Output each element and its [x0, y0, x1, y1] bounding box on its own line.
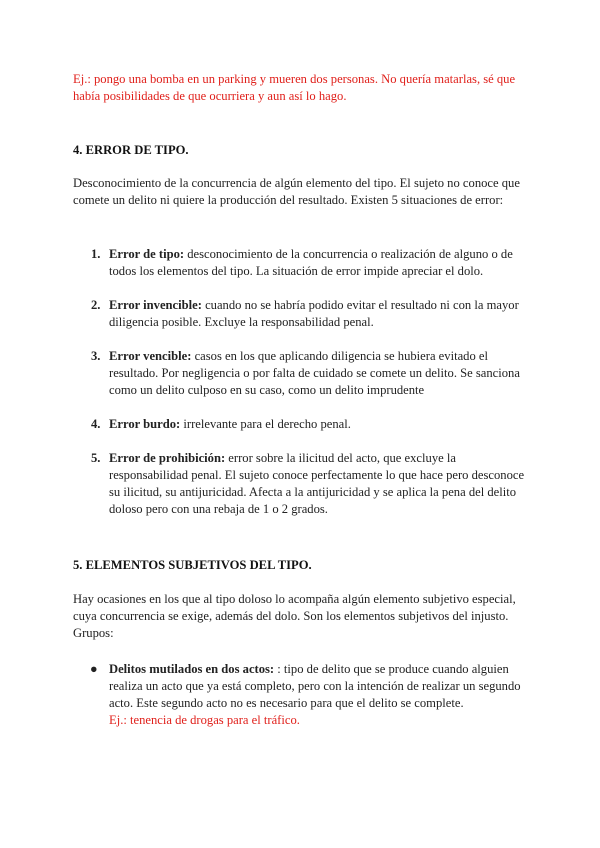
bullet-icon: ●	[90, 662, 98, 676]
list-text: error sobre la ilicitud del acto, que excluye la responsabilidad penal. El sujeto conoce perfectamente lo que hace pero desconoce su ilicitud, su antijuricidad. Afecta a la antijuricidad y se aplica la pena del delito doloso pero con una rebaja de 1 o 2 grados.	[109, 451, 525, 516]
list-text: irrelevante para el derecho penal.	[180, 417, 351, 431]
list-term: Delitos mutilados en dos actos:	[109, 662, 275, 676]
error-types-list	[73, 246, 525, 535]
list-text: casos en los que aplicando diligencia se hubiera evitado el resultado. Por negligencia o por falta de cuidado se comete un delito. Se sanciona como un delito culposo en su caso, como un delito imprudente	[109, 349, 520, 397]
list-term: Error burdo:	[109, 417, 181, 431]
list-text: desconocimiento de la concurrencia o realización de alguno o de todos los elementos del tipo. La situación de error impide apreciar el dolo.	[109, 247, 513, 278]
list-item	[73, 450, 525, 518]
list-item	[73, 416, 525, 433]
list-item	[73, 297, 525, 331]
list-number: 2.	[91, 298, 101, 312]
subjective-elements-list	[73, 661, 535, 729]
list-item	[73, 348, 525, 399]
list-item	[73, 661, 535, 729]
list-text: cuando no se habría podido evitar el resultado ni con la mayor diligencia posible. Excluye la responsabilidad penal.	[109, 298, 519, 329]
section-5-paragraph: Hay ocasiones en los que al tipo doloso lo acompaña algún elemento subjetivo especial, cuya concurrencia se exige, además del dolo. Son los elementos subjetivos del injusto. Grupos:	[73, 592, 516, 640]
list-text: : tipo de delito que se produce cuando alguien realiza un acto que ya está completo, pero con la intención de realizar un segundo acto. Este segundo acto no es necesario para que el delito se complete.	[109, 662, 521, 710]
intro-example: Ej.: pongo una bomba en un parking y mueren dos personas. No quería matarlas, sé que había posibilidades de que ocurriera y aun así lo hago.	[73, 72, 516, 103]
list-term: Error de prohibición:	[109, 451, 226, 465]
section-5-heading: 5. ELEMENTOS SUBJETIVOS DEL TIPO.	[73, 558, 312, 572]
list-number: 3.	[91, 349, 101, 363]
section-4-heading: 4. ERROR DE TIPO.	[73, 143, 189, 157]
list-number: 4.	[91, 417, 101, 431]
list-example: Ej.: tenencia de drogas para el tráfico.	[109, 713, 300, 727]
list-term: Error invencible:	[109, 298, 202, 312]
section-4-paragraph: Desconocimiento de la concurrencia de algún elemento del tipo. El sujeto no conoce que comete un delito ni quiere la producción del resultado. Existen 5 situaciones de error:	[73, 176, 520, 207]
list-term: Error vencible:	[109, 349, 192, 363]
list-number: 5.	[91, 451, 101, 465]
list-item	[73, 246, 525, 280]
list-term: Error de tipo:	[109, 247, 185, 261]
list-number: 1.	[91, 247, 101, 261]
